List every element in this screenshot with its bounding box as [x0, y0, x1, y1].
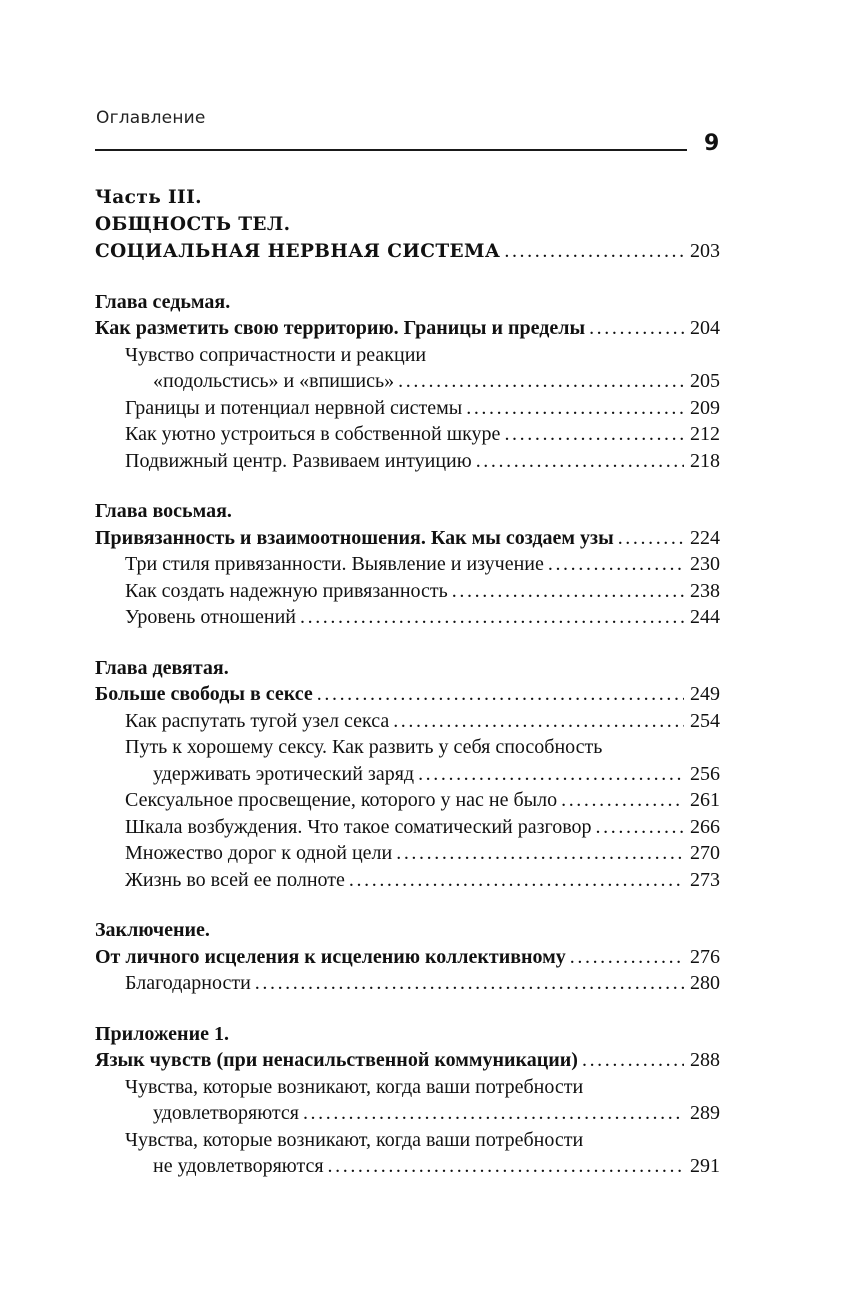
entry-title: Как разметить свою территорию. Границы и пределы: [95, 317, 586, 339]
dot-leader: [317, 681, 684, 708]
toc-subentry: [95, 867, 720, 894]
toc-section: [95, 289, 720, 475]
entry-page-number: 291: [690, 1155, 720, 1177]
dot-leader: [570, 944, 684, 971]
entry-title: Благодарности: [125, 972, 251, 994]
entry-page-number: 273: [690, 868, 720, 891]
entry-title-line: Чувства, которые возникают, когда ваши потребности: [125, 1075, 584, 1098]
entry-title: «подольстись» и «впишись»: [153, 370, 395, 392]
toc-main-entry: [95, 525, 720, 552]
toc-main-entry: [95, 315, 720, 342]
section-heading: Глава седьмая.: [95, 290, 231, 313]
toc-subentry: [95, 578, 720, 605]
entry-page-number: 218: [690, 449, 720, 472]
dot-leader: [418, 761, 684, 788]
toc-subentry: [95, 551, 720, 578]
toc-section: [95, 917, 720, 997]
dot-leader: [589, 315, 684, 342]
toc-subentry: [95, 840, 720, 867]
entry-page-number: 270: [690, 842, 720, 864]
section-heading: Глава девятая.: [95, 656, 229, 679]
toc-subentry: [95, 1153, 720, 1180]
entry-page-number: 205: [690, 370, 720, 392]
entry-title: СОЦИАЛЬНАЯ НЕРВНАЯ СИСТЕМА: [95, 241, 501, 262]
toc-subentry: [95, 604, 720, 631]
entry-page-number: 204: [690, 317, 720, 339]
entry-title: Сексуальное просвещение, которого у нас не было: [125, 789, 558, 811]
dot-leader: [452, 578, 684, 605]
entry-page-number: 209: [690, 396, 720, 419]
toc-main-entry: [95, 944, 720, 971]
entry-page-number: 288: [690, 1049, 720, 1071]
dot-leader: [393, 708, 684, 735]
toc-section: [95, 1021, 720, 1180]
dot-leader: [398, 368, 684, 395]
entry-page-number: 230: [690, 553, 720, 575]
dot-leader: [466, 395, 684, 422]
entry-page-number: 244: [690, 606, 720, 628]
dot-leader: [582, 1047, 684, 1074]
entry-title: Привязанность и взаимоотношения. Как мы создаем узы: [95, 526, 614, 549]
toc-section: [95, 185, 720, 265]
running-head: Оглавление: [96, 108, 206, 128]
dot-leader: [476, 448, 684, 475]
dot-leader: [396, 840, 684, 867]
toc-subentry: [95, 1100, 720, 1127]
toc-subentry: [95, 814, 720, 841]
entry-title: Как уютно устроиться в собственной шкуре: [125, 423, 501, 445]
entry-title: удерживать эротический заряд: [153, 762, 415, 785]
page-number: 9: [704, 131, 720, 156]
section-heading: Приложение 1.: [95, 1022, 229, 1045]
entry-page-number: 203: [690, 240, 720, 262]
toc-subentry: [95, 761, 720, 788]
toc-section: [95, 655, 720, 894]
entry-title-line: Чувства, которые возникают, когда ваши потребности: [125, 1128, 584, 1151]
entry-page-number: 249: [690, 683, 720, 705]
toc-main-entry: [95, 1047, 720, 1074]
dot-leader: [255, 970, 684, 997]
dot-leader: [328, 1153, 684, 1180]
entry-title: Жизнь во всей ее полноте: [125, 868, 345, 891]
entry-page-number: 254: [690, 709, 720, 732]
entry-page-number: 266: [690, 815, 720, 838]
toc-subentry: [95, 970, 720, 997]
toc-subentry: [95, 787, 720, 814]
toc-main-entry: [95, 681, 720, 708]
header-rule: [95, 149, 687, 151]
dot-leader: [561, 787, 684, 814]
dot-leader: [303, 1100, 684, 1127]
entry-title: От личного исцеления к исцелению коллективному: [95, 945, 566, 968]
entry-page-number: 261: [690, 789, 720, 811]
dot-leader: [349, 867, 684, 894]
entry-title: Множество дорог к одной цели: [125, 842, 393, 864]
entry-page-number: 289: [690, 1102, 720, 1124]
entry-page-number: 224: [690, 526, 720, 549]
entry-title: Шкала возбуждения. Что такое соматический разговор: [125, 815, 592, 838]
entry-page-number: 212: [690, 423, 720, 445]
dot-leader: [618, 525, 684, 552]
section-heading: ОБЩНОСТЬ ТЕЛ.: [95, 213, 291, 235]
toc-subentry: [95, 708, 720, 735]
table-of-contents: [95, 185, 720, 1204]
entry-title: Как распутать тугой узел секса: [125, 709, 390, 732]
entry-title: Больше свободы в сексе: [95, 683, 313, 705]
entry-title: удовлетворяются: [153, 1102, 299, 1124]
entry-title: Как создать надежную привязанность: [125, 579, 448, 602]
entry-page-number: 238: [690, 579, 720, 602]
entry-title: Уровень отношений: [125, 606, 296, 628]
entry-title: Границы и потенциал нервной системы: [125, 396, 463, 419]
section-heading: Заключение.: [95, 919, 210, 941]
dot-leader: [504, 421, 684, 448]
toc-section: [95, 498, 720, 631]
toc-main-entry: [95, 238, 720, 265]
toc-subentry: [95, 395, 720, 422]
dot-leader: [596, 814, 684, 841]
entry-title-line: Чувство сопричастности и реакции: [125, 343, 427, 366]
entry-page-number: 280: [690, 972, 720, 994]
toc-subentry: [95, 421, 720, 448]
toc-subentry: [95, 448, 720, 475]
entry-page-number: 256: [690, 762, 720, 785]
section-heading: Часть III.: [95, 187, 203, 208]
entry-title-line: Путь к хорошему сексу. Как развить у себя способность: [125, 736, 603, 758]
dot-leader: [504, 238, 684, 265]
dot-leader: [548, 551, 684, 578]
dot-leader: [300, 604, 684, 631]
entry-title: Подвижный центр. Развиваем интуицию: [125, 449, 472, 472]
entry-title: не удовлетворяются: [153, 1155, 324, 1177]
entry-title: Язык чувств (при ненасильственной коммуникации): [95, 1049, 578, 1071]
toc-subentry: [95, 368, 720, 395]
section-heading: Глава восьмая.: [95, 500, 232, 522]
entry-title: Три стиля привязанности. Выявление и изучение: [125, 553, 544, 575]
entry-page-number: 276: [690, 945, 720, 968]
